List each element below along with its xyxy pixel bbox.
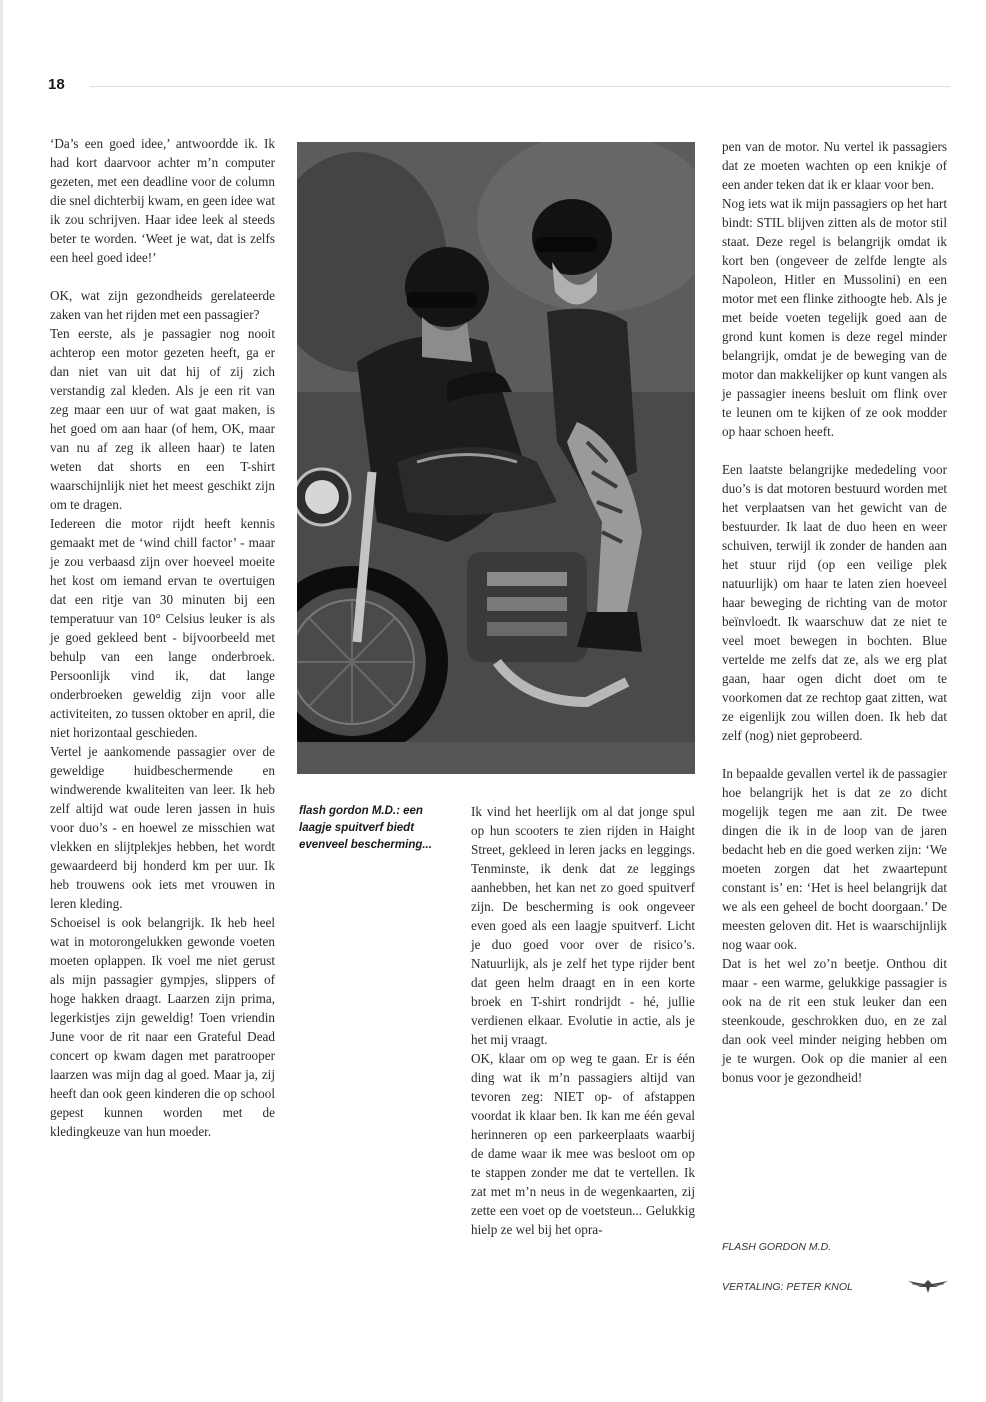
paragraph: In bepaalde gevallen vertel ik de passagier hoe belangrijk het is dat ze zo dicht mogelijk tegen me aan zit. De twee dingen die ik in de loop van de jaren bedacht heb en die goed werken zijn: ‘We moeten zorgen dat het zwaartepunt constant is’ en: ‘Het is heel belangrijk dat we als een geheel de bocht doorgaan.’ De meesten geloven dit. Het is waarschijnlijk nog waar ook. bbox=[722, 766, 947, 952]
motorcycle-photo-illustration bbox=[297, 142, 695, 774]
photo-caption: flash gordon M.D.: een laagje spuitverf biedt evenveel bescherming... bbox=[299, 805, 432, 851]
paragraph: pen van de motor. Nu vertel ik passagiers dat ze moeten wachten op een knikje of een ander teken dat ik er klaar voor ben. bbox=[722, 139, 947, 192]
paragraph: Iedereen die motor rijdt heeft kennis gemaakt met de ‘wind chill factor’ - maar je zou verbaasd zijn over hoeveel moeite het kost om iemand ervan te overtuigen dat een ritje van 30 minuten bij een temperatuur van 10° Celsius leuker is als je goed gekleed bent - bijvoorbeeld met behulp van een lange onderbroek. Persoonlijk vind ik, dat lange onderbroeken geweldig zijn voor alle activiteiten, zo tussen oktober en april, die niet horizontaal geschieden. bbox=[50, 516, 275, 740]
paragraph: Nog iets wat ik mijn passagiers op het hart bindt: STIL blijven zitten als de motor stil staat. Deze regel is belangrijk omdat ik kort ben (ongeveer de zelfde lengte als Napoleon, Hitler en Mussolini) en een motor met een flinke zithoogte heb. Als je met beide voeten tegelijk goed aan de grond kunt komen is deze regel minder belangrijk, omdat je de beweging van de motor dan makkelijker op kunt vangen als je passagier ineens besluit om flink over te leunen om te kijken of ze ook modder op haar schoen heeft. bbox=[722, 196, 947, 439]
paragraph: Schoeisel is ook belangrijk. Ik heb heel wat in motorongelukken gewonde voeten moeten oplappen. Ik voel me niet gerust als mijn passagier gympjes, slippers of hoge hakken draagt. Laarzen zijn prima, legerkistjes zijn geweldig! Toen vriendin June voor de rit naar een Grateful Dead concert op kwam dagen met paratrooper laarzen was mijn dag al goed. Maar ja, zij heeft dan ook geen kinderen die op school gepest kunnen worden met de kledingkeuze van hun moeder. bbox=[50, 915, 275, 1139]
paragraph: ‘Da’s een goed idee,’ antwoordde ik. Ik had kort daarvoor achter m’n computer gezeten, met een deadline voor de column die snel dichterbij kwam, en geen idee wat ik zou schrijven. Haar idee leek al steeds beter te worden. ‘Weet je wat, dat is zelfs een heel goed idee!’ bbox=[50, 136, 275, 265]
paragraph: OK, wat zijn gezondheids gerelateerde zaken van het rijden met een passagier? bbox=[50, 288, 275, 322]
paragraph: Een laatste belangrijke mededeling voor duo’s is dat motoren bestuurd worden met het verplaatsen van het gewicht van de bestuurder. Ik laat de duo heen en weer schuiven, terwijl ik zonder de handen aan het stuur rijd (op een veilige plek natuurlijk) om haar te laten zien hoeveel haar beweging de richting van de motor beïnvloedt. Ik waarschuw dat ze niet te veel moet bewegen in bochten. Blue vertelde me zelfs dat ze, als we erg plat gaan, haar ogen dicht doet om te voorkomen dat ze rechtop gaat zitten, wat ze eigenlijk zou willen doen. Ik heb dat zelf (nog) niet geprobeerd. bbox=[722, 462, 947, 743]
text-column-right bbox=[722, 137, 947, 1087]
translator-credit: VERTALING: PETER KNOL bbox=[722, 1281, 853, 1293]
text-column-middle bbox=[471, 802, 695, 1239]
motorcycle-photo bbox=[297, 142, 695, 774]
header-rule bbox=[90, 86, 950, 87]
author-credit: FLASH GORDON M.D. bbox=[722, 1241, 832, 1253]
page-number: 18 bbox=[48, 76, 65, 93]
paragraph: Ten eerste, als je passagier nog nooit achterop een motor gezeten heeft, ga er dan niet van uit dat hij of zij zich verstandig zal kleden. Als je een rit van zeg maar een uur of wat gaat maken, is het goed om aan haar (of hem, OK, maar van nu af zeg ik alleen haar) te laten weten dat shorts en een T-shirt waarschijnlijk niet het meest geschikt zijn om te dragen. bbox=[50, 326, 275, 512]
winged-logo-icon bbox=[906, 1276, 950, 1301]
paragraph: Dat is het wel zo’n beetje. Onthou dit maar - een warme, gelukkige passagier is ook na de rit een stuk leuker dan een steenkoude, geschrokken duo, en ze zal dan ook veel minder neiging hebben om je te wurgen. Ook op die manier al een bonus voor je gezondheid! bbox=[722, 956, 947, 1085]
page-edge-shadow bbox=[0, 0, 3, 1402]
paragraph: Vertel je aankomende passagier over de geweldige huidbeschermende en windwerende kwaliteiten van leer. Ik heb zelf altijd wat oude leren jassen in huis voor duo’s - en hoewel ze misschien wat vlekken en slijtplekjes hebben, het wordt gewaardeerd bij honderd km per uur. Ik heb trouwens ook iets met vrouwen in leren kleding. bbox=[50, 744, 275, 911]
text-column-left bbox=[50, 134, 275, 1141]
paragraph: Ik vind het heerlijk om al dat jonge spul op hun scooters te zien rijden in Haight Street, gekleed in leren jacks en leggings. Tenminste, ik denk dat ze leggings aanhebben, het kan net zo goed spuitverf zijn. De bescherming is ook ongeveer even goed als een laagje spuitverf. Licht je duo goed voor over de risico’s. Natuurlijk, als je zelf het type rijder bent dat geen helm draagt en in een korte broek en T-shirt rondrijdt - hé, jullie verdienen elkaar. Evolutie in actie, als je het mij vraagt. bbox=[471, 804, 695, 1047]
paragraph: OK, klaar om op weg te gaan. Er is één ding wat ik m’n passagiers altijd van tevoren zeg: NIET op- of afstappen voordat ik klaar ben. Ik kan me één geval herinneren op een parkeerplaats waarbij de dame waar ik mee was besloot om op te stappen zonder me dat te vertellen. Ik zat met m’n neus in de wegenkaarten, zij zette een voet op de voetsteun... Gelukkig hielp ze wel bij het opra- bbox=[471, 1051, 695, 1237]
